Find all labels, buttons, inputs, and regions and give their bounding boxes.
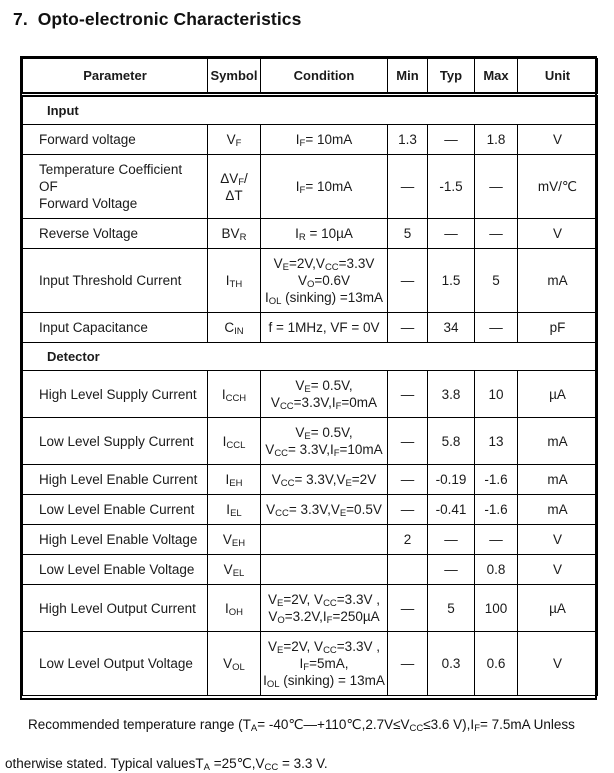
max-cell: 0.8 [475,555,518,585]
condition-cell: $V_E=2V$, $V_{CC}=3.3V$ , $V_O=3.2V,I_F=250\mu A$ [261,585,388,632]
unit-cell: µA [518,371,598,418]
typ-cell: 5.8 [428,418,475,465]
table-body [23,95,598,696]
max-cell: 100 [475,585,518,632]
min-cell: — [388,418,428,465]
condition-cell: $V_E= 0.5V$, $V_{CC}= 3.3V,I_F=10mA$ [261,418,388,465]
min-cell: 2 [388,525,428,555]
column-header-symbol: Symbol [208,59,261,95]
min-cell: — [388,313,428,343]
typ-cell: -0.41 [428,495,475,525]
section-label: Input [23,95,598,125]
column-header-max: Max [475,59,518,95]
table-row [23,632,598,696]
section-label: Detector [23,343,598,371]
condition-cell: $V_E= 0.5V$, $V_{CC}=3.3V,I_F=0mA$ [261,371,388,418]
unit-cell: pF [518,313,598,343]
symbol-cell: $I_{OH}$ [208,585,261,632]
max-cell: -1.6 [475,495,518,525]
unit-cell: V [518,632,598,696]
param-cell: Temperature Coefficient OF Forward Voltage [23,155,208,219]
param-cell: Low Level Output Voltage [23,632,208,696]
condition-cell [261,525,388,555]
param-cell: Low Level Enable Current [23,495,208,525]
section-row [23,95,598,125]
section-row [23,343,598,371]
min-cell: — [388,585,428,632]
table-row [23,555,598,585]
param-cell: High Level Enable Current [23,465,208,495]
unit-cell: mV/℃ [518,155,598,219]
param-cell: High Level Output Current [23,585,208,632]
symbol-cell: $I_{EH}$ [208,465,261,495]
typ-cell: 0.3 [428,632,475,696]
min-cell: — [388,249,428,313]
column-header-parameter: Parameter [23,59,208,95]
symbol-cell: $V_{EL}$ [208,555,261,585]
condition-cell [261,555,388,585]
max-cell: — [475,313,518,343]
table-row [23,418,598,465]
table-row [23,313,598,343]
typ-cell: — [428,555,475,585]
max-cell: 13 [475,418,518,465]
symbol-cell: $I_{CCH}$ [208,371,261,418]
table-row [23,585,598,632]
condition-cell: $V_{CC}= 3.3V,V_E=2V$ [261,465,388,495]
min-cell: — [388,495,428,525]
typ-cell: 5 [428,585,475,632]
unit-cell: V [518,125,598,155]
symbol-cell: $\Delta V_F/$ ΔT [208,155,261,219]
typ-cell: -1.5 [428,155,475,219]
unit-cell: mA [518,249,598,313]
max-cell: 0.6 [475,632,518,696]
symbol-cell: $BV_R$ [208,219,261,249]
max-cell: 1.8 [475,125,518,155]
table-row [23,155,598,219]
typ-cell: — [428,525,475,555]
symbol-cell: $C_{IN}$ [208,313,261,343]
typ-cell: — [428,125,475,155]
table-row [23,371,598,418]
param-cell: Low Level Supply Current [23,418,208,465]
condition-cell: $V_E=2V,V_{CC}=3.3V$ $V_O=0.6V$ $I_{OL}$ (sinking) =13mA [261,249,388,313]
column-header-min: Min [388,59,428,95]
param-cell: Reverse Voltage [23,219,208,249]
condition-cell: f = 1MHz, VF = 0V [261,313,388,343]
symbol-cell: $V_F$ [208,125,261,155]
condition-cell: $I_R = 10\mu A$ [261,219,388,249]
max-cell: -1.6 [475,465,518,495]
symbol-cell: $I_{TH}$ [208,249,261,313]
min-cell [388,555,428,585]
footer-note-line-2: otherwise stated. Typical valuesT$_A$ $=25℃,V_{CC} = 3.3$ V. [5,756,328,773]
unit-cell: V [518,525,598,555]
column-header-unit: Unit [518,59,598,95]
table-row [23,465,598,495]
table-row [23,249,598,313]
unit-cell: mA [518,465,598,495]
min-cell: — [388,465,428,495]
condition-cell: $I_F= 10mA$ [261,125,388,155]
symbol-cell: $I_{EL}$ [208,495,261,525]
typ-cell: -0.19 [428,465,475,495]
condition-cell: $I_F= 10mA$ [261,155,388,219]
characteristics-table [22,58,598,696]
condition-cell: $V_E=2V$, $V_{CC}=3.3V$ , $I_F=5mA$, $I_{OL}$ (sinking) = 13mA [261,632,388,696]
condition-cell: $V_{CC}= 3.3V,V_E=0.5V$ [261,495,388,525]
typ-cell: — [428,219,475,249]
table-header-row [23,59,598,95]
characteristics-table-frame [20,56,597,700]
typ-cell: 3.8 [428,371,475,418]
symbol-cell: $V_{EH}$ [208,525,261,555]
table-row [23,219,598,249]
max-cell: 10 [475,371,518,418]
max-cell: — [475,219,518,249]
min-cell: 1.3 [388,125,428,155]
min-cell: 5 [388,219,428,249]
param-cell: Input Threshold Current [23,249,208,313]
param-cell: Forward voltage [23,125,208,155]
unit-cell: mA [518,495,598,525]
max-cell: — [475,155,518,219]
page-title: 7. Opto-electronic Characteristics [13,9,302,29]
column-header-condition: Condition [261,59,388,95]
table-row [23,525,598,555]
table-row [23,125,598,155]
min-cell: — [388,155,428,219]
unit-cell: µA [518,585,598,632]
unit-cell: V [518,219,598,249]
footer-note-line-1: Recommended temperature range ($T_A=$ $-40℃—+110℃,2.7V\le V_{CC}\le 3.6$ $V),I_F= 7.5mA$ Unless [28,717,575,734]
param-cell: Input Capacitance [23,313,208,343]
param-cell: High Level Supply Current [23,371,208,418]
symbol-cell: $V_{OL}$ [208,632,261,696]
table-row [23,495,598,525]
max-cell: — [475,525,518,555]
typ-cell: 34 [428,313,475,343]
unit-cell: mA [518,418,598,465]
symbol-cell: $I_{CCL}$ [208,418,261,465]
unit-cell: V [518,555,598,585]
min-cell: — [388,371,428,418]
max-cell: 5 [475,249,518,313]
typ-cell: 1.5 [428,249,475,313]
param-cell: Low Level Enable Voltage [23,555,208,585]
datasheet-page [0,9,614,773]
column-header-typ: Typ [428,59,475,95]
param-cell: High Level Enable Voltage [23,525,208,555]
min-cell: — [388,632,428,696]
